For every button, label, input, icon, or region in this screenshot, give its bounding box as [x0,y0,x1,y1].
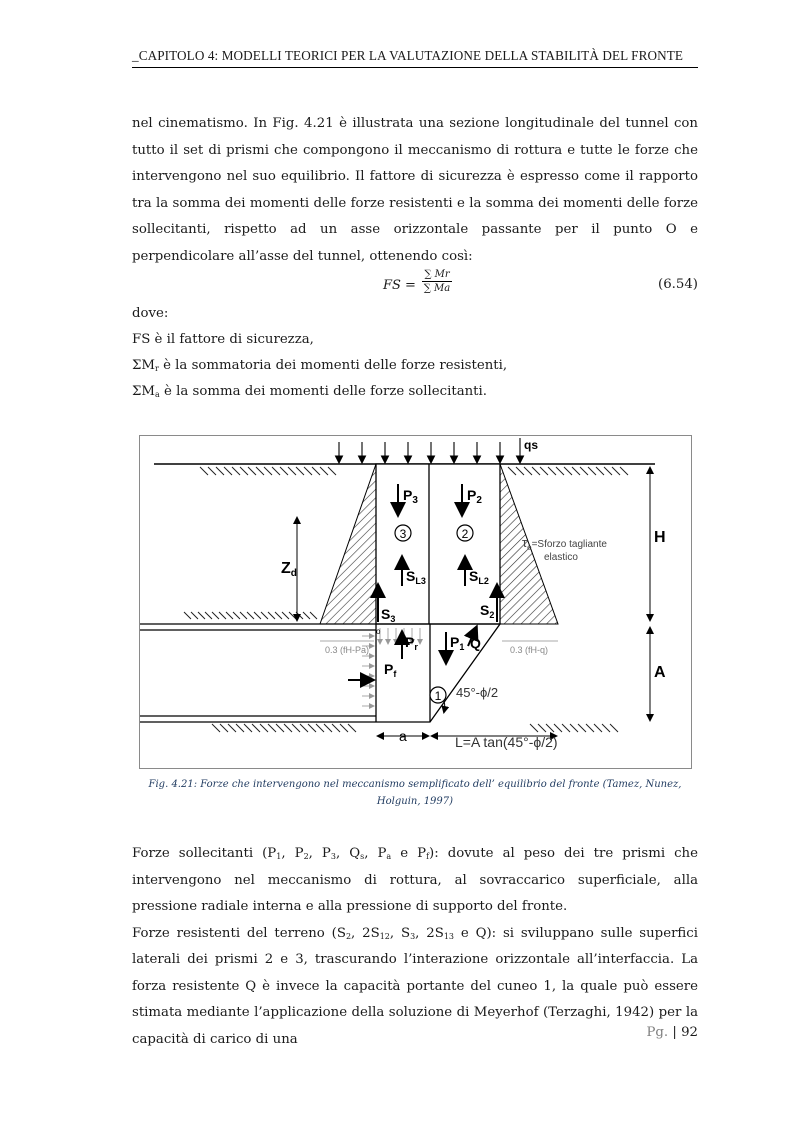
label-dim-left: 0.3 (fH-Pa) [325,645,370,655]
page-separator: | [668,1025,682,1040]
label-L: L=A tan(45°-ϕ/2) [455,734,558,750]
sl2-main: S [469,568,479,584]
label-Pr [405,634,418,652]
fr-s3: 3 [410,931,416,941]
tau-symbol: τ [522,535,528,550]
label-H: H [654,529,666,546]
label-qs: qs [524,438,539,452]
label-tau [522,535,607,552]
fs-s4: s [360,852,365,861]
page-footer [646,1025,698,1040]
equation-lhs: FS = [383,278,416,293]
p2-sub: 2 [476,495,482,506]
label-a: a [399,728,407,744]
fs-t2: , P [281,846,304,861]
p2-main: P [467,487,477,503]
label-dim-right: 0.3 (fH-q) [510,645,549,655]
equation-numerator: ∑ Mr [422,269,452,282]
equation-fraction [422,269,452,294]
equation-denominator: ∑ Ma [423,283,451,294]
sl3-sub: L3 [415,576,426,586]
sl3-main: S [406,568,416,584]
p1-sub: 1 [459,642,465,652]
mr-text: è la sommatoria dei momenti delle forze resistenti, [158,358,508,373]
fs-s6: f [426,852,430,861]
zd-sub: d [290,568,297,579]
ma-sub: a [155,390,160,399]
fs-s2: 2 [303,852,309,861]
pf-main: P [384,661,394,677]
sl2-sub: L2 [478,576,489,586]
label-Pf [384,661,397,679]
fs-s3: 3 [330,852,336,861]
p3-sub: 3 [412,495,418,506]
label-A: A [654,664,666,681]
label-tau-elastico: elastico [544,552,578,563]
definition-fs: FS è il fattore di sicurezza, [132,332,314,347]
label-Zd [281,560,297,579]
s3-main: S [381,606,391,622]
label-Q: Q [470,635,481,651]
fr-t2: , 2S [351,925,380,941]
label-angle: 45°-ϕ/2 [456,685,499,700]
pf-sub: f [393,669,397,679]
running-header: _CAPITOLO 4: MODELLI TEORICI PER LA VALUTAZIONE DELLA STABILITÀ DEL FRONTE [132,48,684,63]
fr-t4: , 2S [415,925,444,941]
fr-s1: 2 [345,931,352,941]
s2-main: S [480,602,490,618]
p1-main: P [450,634,460,650]
equation-6-54 [132,269,698,303]
mr-symbol: ΣM [132,358,156,373]
fr-t3: , S [389,925,411,941]
paragraph-forces [132,841,698,1053]
label-n3: 3 [399,527,407,541]
p3-main: P [403,487,413,503]
fs-t3: , P [308,846,331,861]
equation-number: (6.54) [658,277,698,292]
forze-sollecitanti [132,841,698,921]
label-n1: 1 [434,689,442,703]
fr-s2: 12 [379,931,390,941]
forze-resistenti [132,921,698,1054]
label-o: o [376,627,381,636]
figure-4-21 [139,435,692,769]
definition-mr [132,358,507,373]
page-label: Pg. [646,1025,669,1040]
fr-t5: e Q): si sviluppano sulle superfici laterali dei prismi 2 e 3, trascurando l’interazione orizzontale all’interfaccia. La forza resistente Q è invece la capacità portante del cuneo 1, la quale può essere stimata mediante l’applicazione della soluzione di Meyerhof (Terzaghi, 1942) per la capacità di carico di una [132,925,698,1047]
fr-s4: 13 [443,931,454,941]
mr-sub: r [155,364,159,373]
fs-t5: , P [364,846,387,861]
tunnel-face-diagram [140,436,691,768]
zd-main: Z [281,560,291,577]
s3-sub: 3 [390,614,396,624]
tau-sub: e [527,543,532,552]
tau-text: =Sforzo tagliante [531,539,607,550]
surcharge-arrows [339,438,520,462]
s2-sub: 2 [489,610,495,620]
fs-t4: , Q [335,846,361,861]
ma-text: è la somma dei momenti delle forze sollecitanti. [159,384,488,399]
fs-t6: e P [391,846,427,861]
ma-symbol: ΣM [132,384,156,399]
shear-triangle-left [320,464,376,624]
header-rule [132,67,698,68]
dove-label: dove: [132,306,169,321]
paragraph-intro: nel cinematismo. In Fig. 4.21 è illustrata una sezione longitudinale del tunnel con tutto il set di prismi che compongono il meccanismo di rottura e tutte le forze che intervengono nel suo equilibrio. Il fattore di sicurezza è espresso come il rapporto tra la somma dei momenti delle forze resistenti e la somma dei momenti delle forze sollecitanti, rispetto ad un asse orizzontale passante per il punto O e perpendicolare all’asse del tunnel, ottenendo così: [132,116,698,264]
page-number: 92 [681,1025,698,1040]
fs-s5: a [386,852,392,861]
fs-t7: ): dovute al peso dei tre prismi che intervengono nel meccanismo di rottura, al sovraccarico superficiale, alla pressione radiale interna e alla pressione di supporto del fronte. [132,846,698,914]
pr-main: P [405,634,415,650]
label-n2: 2 [461,527,469,541]
definition-ma [132,384,487,399]
label-P1 [450,634,464,652]
fs-t1: Forze sollecitanti (P [132,846,277,861]
fs-s1: 1 [276,852,282,861]
fr-t1: Forze resistenti del terreno (S [132,925,346,941]
prisms-2-3 [376,464,500,624]
figure-caption: Fig. 4.21: Forze che intervengono nel meccanismo semplificato dell’ equilibrio del fronte (Tamez, Nunez, Holguin, 1997) [148,779,682,807]
pr-sub: r [414,642,418,652]
